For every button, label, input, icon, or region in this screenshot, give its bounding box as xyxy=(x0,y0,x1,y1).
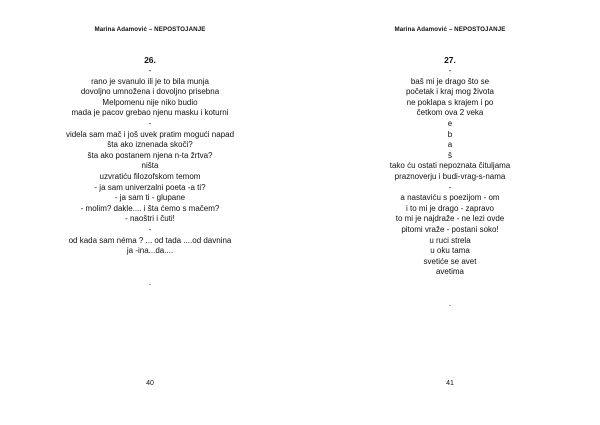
poem-line: - xyxy=(148,118,152,128)
poem-line: u oku tama xyxy=(430,246,470,256)
poem-line xyxy=(300,288,600,299)
page-header: Marina Adamović – NEPOSTOJANJE xyxy=(394,26,506,33)
poem-line: - xyxy=(448,182,452,192)
poem-line: - xyxy=(448,66,452,75)
poem-line: svetiće se avet xyxy=(423,256,477,266)
poem-line: od kada sam néma ? ... od tada ....od davnina xyxy=(68,235,232,245)
poem-line: a nastaviću s poezijom - om xyxy=(400,193,500,203)
poem-line: - ja sam ti - glupane xyxy=(114,193,186,203)
poem-line: - naoštri i čuti! xyxy=(125,214,175,224)
poem-line: - xyxy=(148,224,152,234)
poem-line: - ja sam univerzalni poeta -a ti? xyxy=(94,182,206,192)
poem-line: Melpomenu nije niko budio xyxy=(102,97,198,107)
poem-line: dovoljno umnožena i dovoljno prisebna xyxy=(80,87,220,97)
poem-line: baš mi je drago što se xyxy=(410,76,490,86)
poem-line: ništa xyxy=(141,161,159,171)
poem-line: rano je svanulo ili je to bila munja xyxy=(91,76,209,86)
page-header: Marina Adamović – NEPOSTOJANJE xyxy=(94,26,206,33)
poem-line: šta ako postanem njena n-ta žrtva? xyxy=(87,150,213,160)
poem-line: mada je pacov grebao njenu masku i koturni xyxy=(71,108,229,118)
poem-line xyxy=(300,278,600,289)
page-number: 41 xyxy=(446,380,454,387)
poem-line: početak i kraj mog života xyxy=(405,87,495,97)
right-page xyxy=(300,0,600,425)
poem-line: e xyxy=(447,118,453,128)
poem-line: praznoverju i budi-vrag-s-nama xyxy=(394,171,506,181)
poem-line: a xyxy=(447,140,453,150)
page-number: 40 xyxy=(146,380,154,387)
poem-lines xyxy=(300,66,600,310)
poem-line: . xyxy=(148,277,152,287)
poem-line: pitomi vraže - postani soko! xyxy=(401,224,499,234)
poem-lines xyxy=(0,66,300,288)
poem-line: videla sam mač i još uvek pratim mogući napad xyxy=(65,129,235,139)
poem-line: ne poklapa s krajem i po xyxy=(406,97,494,107)
poem-line: š xyxy=(448,150,452,160)
poem-line: - xyxy=(148,66,152,75)
poem-line: i to mi je drago - zapravo xyxy=(405,203,495,213)
poem-line: avetima xyxy=(435,267,464,277)
poem-line: - molim? dakle.... i šta ćemo s mačem? xyxy=(80,203,220,213)
poem-number: 27. xyxy=(444,55,456,65)
poem-line xyxy=(0,257,300,268)
poem-line: b xyxy=(447,129,453,139)
poem-number: 26. xyxy=(144,55,156,65)
poem-line: . xyxy=(448,299,452,309)
poem-line xyxy=(0,267,300,278)
poem-line: u ruci strela xyxy=(429,235,471,245)
poem-line: šta ako iznenada skoči? xyxy=(107,140,193,150)
poem xyxy=(0,55,300,288)
poem xyxy=(300,55,600,310)
poem-line: to mi je najdraže - ne lezi ovde xyxy=(395,214,505,224)
poem-line: četkom ova 2 veka xyxy=(416,108,484,118)
poem-line: uzvratiću filozofskom temom xyxy=(99,171,201,181)
poem-line: tako ću ostati nepoznata čituljama xyxy=(389,161,511,171)
poem-line: ja -ina...da.... xyxy=(126,246,174,256)
